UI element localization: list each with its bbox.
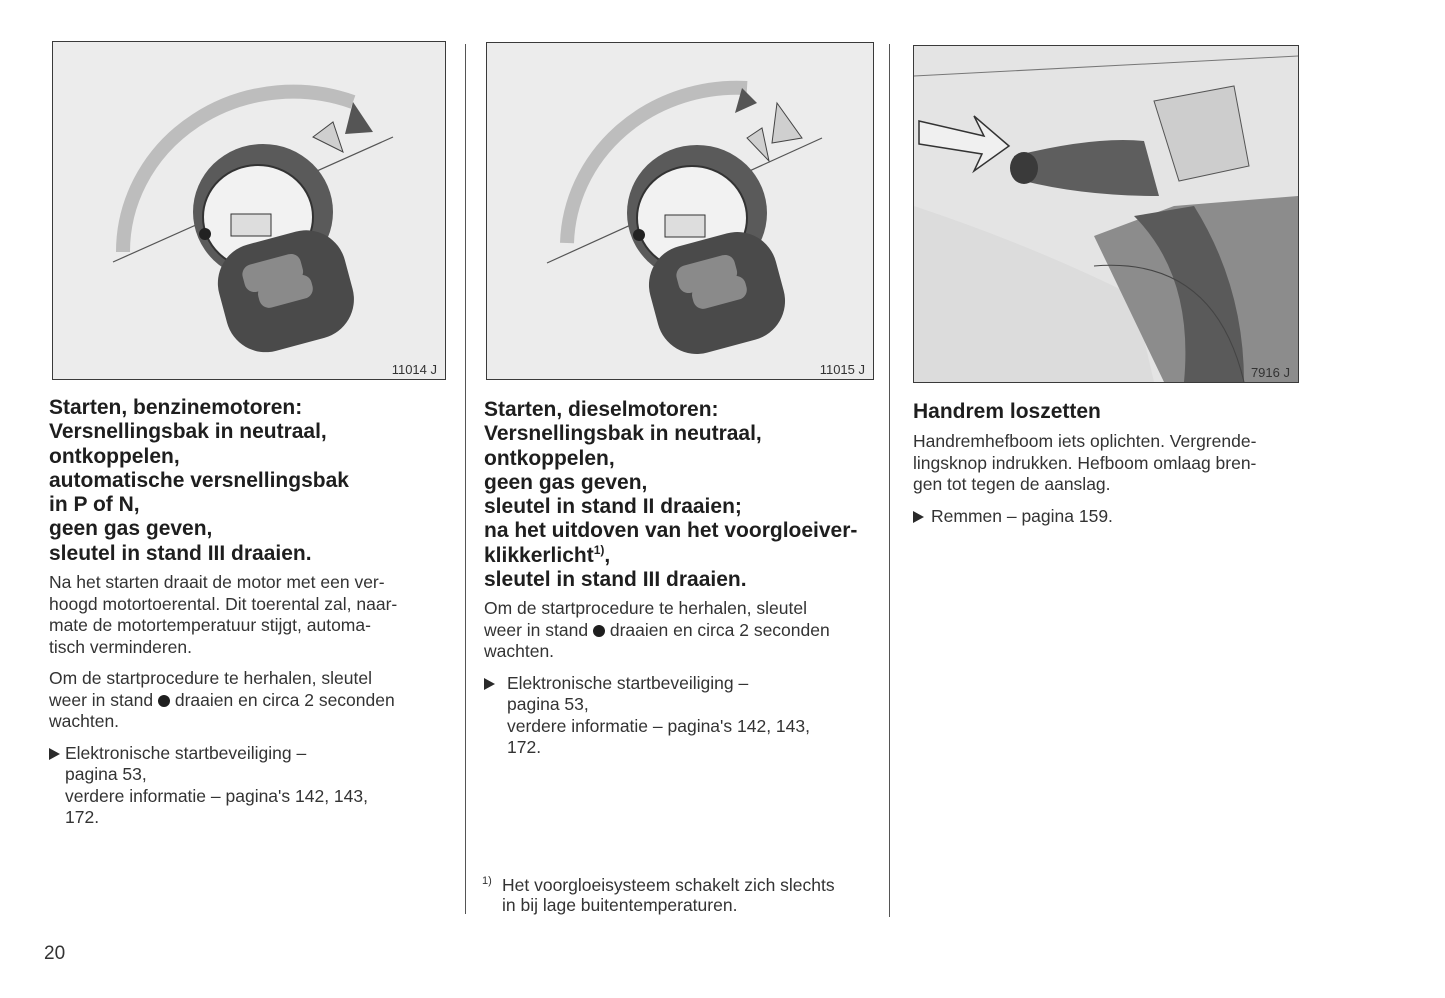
page-number: 20 [44, 943, 66, 964]
paragraph: Na het starten draait de motor met een ver- hoogd motortoerental. Dit toerental zal, naar- mate de motortemperatuur stijgt, automa- tisch verminderen. [49, 572, 398, 657]
arrow-bullet-icon [484, 678, 495, 690]
arrow-bullet-icon [49, 748, 60, 760]
footnote-ref: 1) [593, 542, 605, 557]
handbrake-illustration [914, 46, 1298, 382]
paragraph: Handremhefboom iets oplichten. Vergrende- lingsknop indrukken. Hefboom omlaag bren- gen tot tegen de aanslag. [913, 431, 1257, 495]
cross-reference: Elektronische startbeveiliging – pagina 53, verdere informatie – pagina's 142, 143, 172. [484, 673, 879, 759]
figure-ignition-diesel [486, 42, 874, 380]
figure-ignition-petrol [52, 41, 446, 380]
column-divider [889, 44, 890, 917]
cross-reference: Remmen – pagina 159. [913, 506, 1308, 528]
arrow-bullet-icon [913, 511, 924, 523]
paragraph: Om de startprocedure te herhalen, sleutel weer in stand draaien en circa 2 seconden wachten. [484, 598, 830, 662]
column-divider [465, 44, 466, 914]
section-heading: Starten, benzinemotoren: Versnellingsbak in neutraal, ontkoppelen, automatische versnellingsbak in P of N, geen gas geven, sleutel in stand III draaien. [49, 396, 349, 565]
section-heading: Starten, dieselmotoren: Versnellingsbak in neutraal, ontkoppelen, geen gas geven, sleutel in stand II draaien; na het uitdoven van het voorgloeiver- klikkerlicht$^{1)}$, sleutel in stand III draaien. [484, 398, 858, 592]
dot-symbol-icon [593, 625, 605, 637]
figure-handbrake [913, 45, 1299, 383]
cross-reference: Elektronische startbeveiliging – pagina 53, verdere informatie – pagina's 142, 143, 172. [49, 743, 454, 829]
ignition-key-illustration [53, 42, 445, 379]
figure-id: 11015 J [819, 362, 865, 377]
paragraph: Om de startprocedure te herhalen, sleutel weer in stand draaien en circa 2 seconden wachten. [49, 668, 395, 732]
column-handbrake [913, 400, 1308, 527]
ignition-key-illustration [487, 43, 873, 379]
dot-symbol-icon [158, 695, 170, 707]
column-diesel [484, 398, 879, 759]
footnote: 1) Het voorgloeisysteem schakelt zich slechts in bij lage buitentemperaturen. [502, 875, 882, 915]
figure-id: 7916 J [1250, 365, 1290, 380]
section-heading: Handrem loszetten [913, 400, 1101, 423]
figure-id: 11014 J [391, 362, 437, 377]
column-petrol [49, 396, 454, 829]
footnote-mark: 1) [482, 875, 492, 887]
